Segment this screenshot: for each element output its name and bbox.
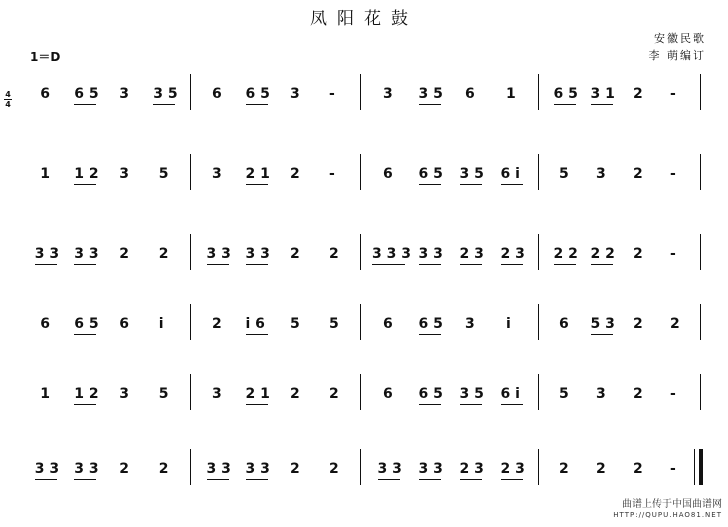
barline [538,374,539,410]
note-beat: 2 [559,461,569,477]
barline [700,374,701,410]
note-beat: 3 3 [74,461,99,477]
note-beat: 2 [633,386,643,402]
note-beat: 2 1 [245,166,270,182]
note-beat: 3 3 3 [372,246,411,262]
beam-underline [35,479,57,480]
barline [538,234,539,270]
note-beat: - [329,86,335,102]
note-beat: - [670,246,676,262]
note-beat: 2 [290,386,300,402]
note-beat: 3 [596,166,606,182]
note-beat: 6 5 [418,316,443,332]
note-beat: 3 [596,386,606,402]
beam-underline [207,479,229,480]
beam-underline [419,404,441,405]
beam-underline [74,184,96,185]
barline [360,449,361,485]
beam-underline [501,479,523,480]
beam-underline [74,104,96,105]
note-beat: 5 [158,166,169,182]
barline [360,304,361,340]
note-beat: 6 [465,86,475,102]
note-beat: 2 [329,246,339,262]
beam-underline [501,404,523,405]
note-beat: 2 [670,316,680,332]
note-beat: 2 2 [590,246,615,262]
watermark-footer [613,499,722,521]
beam-underline [460,404,482,405]
beam-underline [246,479,268,480]
note-beat: 3 3 [34,461,60,477]
time-signature-top: 4 [5,90,11,99]
note-beat: 6 [119,316,129,332]
note-beat: 2 3 [500,461,525,477]
note-beat: 1 [506,86,516,102]
barline [538,304,539,340]
note-beat: 2 2 [553,246,578,262]
barline [538,74,539,110]
note-beat: 3 [212,386,222,402]
beam-underline [246,404,268,405]
barline [538,154,539,190]
score-system [0,298,728,348]
beam-underline [74,264,96,265]
score-system [0,228,728,278]
note-beat: 5 [559,386,569,402]
barline [190,449,191,485]
song-title: 凤阳花鼓 [310,9,418,29]
score-system [0,68,728,118]
note-beat: - [670,386,676,402]
barline [190,234,191,270]
note-beat: 2 [158,246,169,262]
note-beat: 5 [329,316,339,332]
note-beat: 2 [290,246,300,262]
beam-underline [74,404,96,405]
note-beat: 6 5 [418,166,443,182]
note-beat: 6 5 [418,386,443,402]
note-beat: 2 3 [500,246,525,262]
note-beat: 3 3 [206,461,231,477]
note-beat: i [506,316,511,332]
note-beat: 2 [212,316,222,332]
beam-underline [246,184,268,185]
beam-underline [591,334,613,335]
note-beat: 2 [158,461,169,477]
beam-underline [554,264,576,265]
note-beat: 3 3 [377,461,402,477]
footer-site-name: 曲谱上传于中国曲谱网 [622,499,722,510]
note-beat: 3 3 [34,246,60,262]
note-beat: 2 [329,461,339,477]
note-beat: 6 [559,316,569,332]
note-beat: - [329,166,335,182]
note-beat: 3 3 [418,246,443,262]
barline [190,74,191,110]
note-beat: 2 [329,386,339,402]
note-beat: 3 3 [74,246,99,262]
barline [360,234,361,270]
score-system [0,148,728,198]
note-beat: 2 3 [459,246,484,262]
note-beat: 6 [40,86,50,102]
note-beat: 6 [383,386,393,402]
beam-underline [35,264,57,265]
note-beat: 3 3 [206,246,231,262]
note-beat: 3 [119,86,129,102]
note-beat: 3 [465,316,475,332]
note-beat: 3 5 [459,166,484,182]
arranger-credit: 李 萌编订 [648,49,706,62]
note-beat: 6 5 [74,316,99,332]
note-beat: 3 [290,86,300,102]
beam-underline [591,264,613,265]
barline [538,449,539,485]
score-system [0,443,728,493]
note-beat: 2 [633,166,643,182]
beam-underline [419,184,441,185]
note-beat: 6 5 [74,86,99,102]
beam-underline [246,334,268,335]
note-beat: 3 5 [153,86,178,102]
beam-underline [554,104,576,105]
note-beat: 5 [290,316,300,332]
beam-underline [419,334,441,335]
note-beat: i [158,316,164,332]
note-beat: 6 5 [553,86,578,102]
song-origin: 安徽民歌 [654,32,706,45]
beam-underline [246,104,268,105]
beam-underline [207,264,229,265]
note-beat: 3 [119,386,129,402]
note-beat: 1 2 [74,166,99,182]
note-beat: 2 [119,461,129,477]
barline [190,304,191,340]
barline [190,374,191,410]
note-beat: 6 i [500,386,520,402]
note-beat: - [670,86,676,102]
beam-underline [246,264,268,265]
note-beat: 2 [633,86,643,102]
note-beat: 3 5 [418,86,443,102]
note-beat: 5 [158,386,169,402]
note-beat: 3 1 [590,86,615,102]
beam-underline [378,479,400,480]
score-system [0,368,728,418]
note-beat: 1 [40,166,50,182]
note-beat: 1 [40,386,50,402]
note-beat: 2 [290,166,300,182]
barline [700,234,701,270]
note-beat: - [670,461,676,477]
beam-underline [372,264,405,265]
beam-underline [419,104,441,105]
note-beat: 2 1 [245,386,270,402]
beam-underline [460,479,482,480]
beam-underline [501,264,523,265]
note-beat: 3 [383,86,393,102]
note-beat: 5 3 [590,316,615,332]
note-beat: 3 5 [459,386,484,402]
barline [700,304,701,340]
note-beat: 3 [119,166,129,182]
note-beat: 2 [633,316,643,332]
note-beat: 2 [596,461,606,477]
beam-underline [419,264,441,265]
footer-site-url: HTTP://QUPU.HAO81.NET [613,511,722,519]
note-beat: 6 i [500,166,520,182]
barline [700,154,701,190]
note-beat: 3 3 [245,246,270,262]
note-beat: 2 [633,461,643,477]
note-beat: 3 3 [418,461,443,477]
note-beat: 2 [290,461,300,477]
beam-underline [419,479,441,480]
beam-underline [74,479,96,480]
barline [360,74,361,110]
note-beat: 6 [383,166,393,182]
note-beat: 1 2 [74,386,99,402]
barline [700,74,701,110]
key-signature: 1＝D [30,50,61,64]
note-beat: 6 [383,316,393,332]
beam-underline [153,104,175,105]
note-beat: 5 [559,166,569,182]
note-beat: 3 3 [245,461,270,477]
beam-underline [460,184,482,185]
beam-underline [74,334,96,335]
note-beat: 3 [212,166,222,182]
note-beat: 2 [119,246,129,262]
note-beat: 2 [633,246,643,262]
note-beat: 6 5 [245,86,270,102]
beam-underline [501,184,523,185]
note-beat: 6 [40,316,50,332]
barline [360,154,361,190]
time-signature-bottom: 4 [5,100,11,109]
barline [360,374,361,410]
barline [190,154,191,190]
final-barline [694,449,703,485]
beam-underline [460,264,482,265]
beam-underline [591,104,613,105]
note-beat: 2 3 [459,461,484,477]
note-beat: - [670,166,676,182]
note-beat: i 6 [245,316,265,332]
note-beat: 6 [212,86,222,102]
